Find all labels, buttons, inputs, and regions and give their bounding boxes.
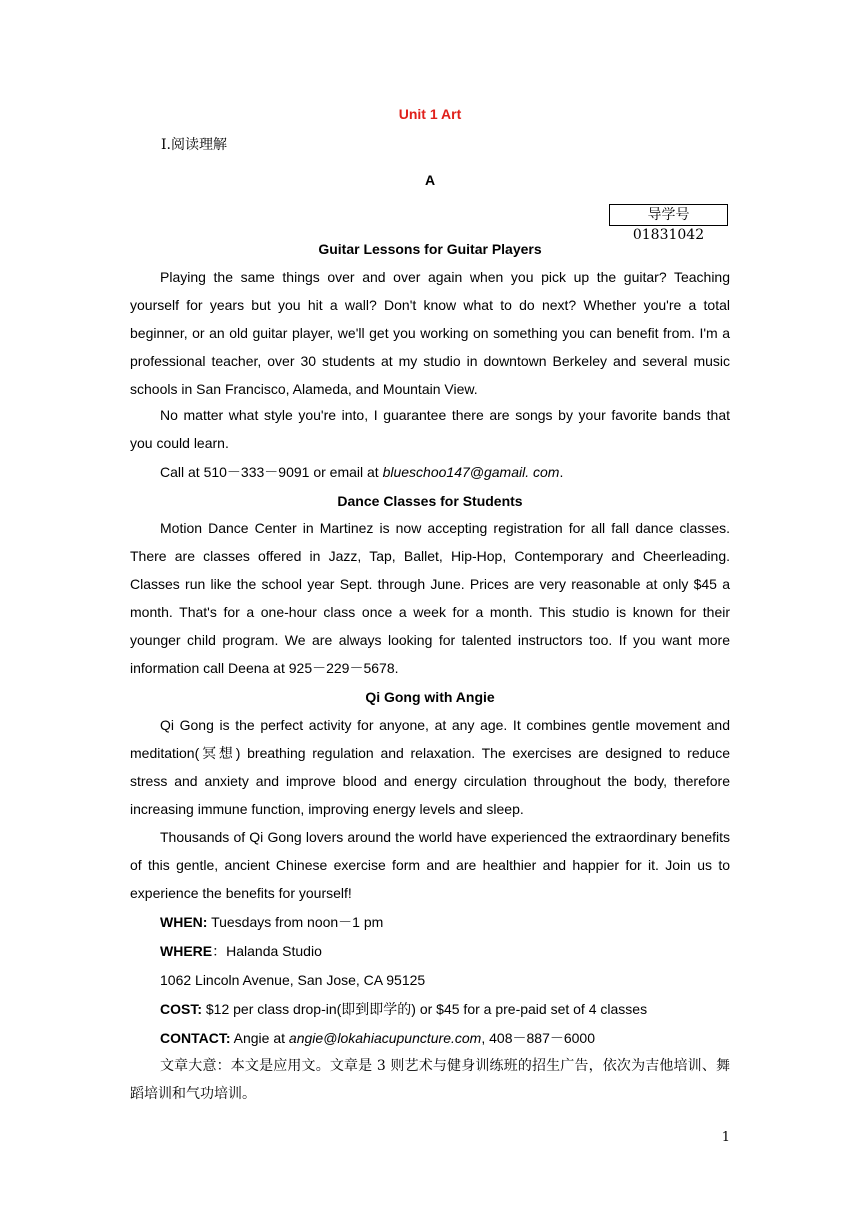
ad1-paragraph-2: No matter what style you're into, I guarantee there are songs by your favorite bands that you could learn. [130, 407, 730, 451]
guide-code-box: 导学号 01831042 [609, 204, 728, 226]
ad2-title: Dance Classes for Students [337, 493, 523, 509]
ad1-contact-line [130, 458, 730, 486]
ad3-contact-line [130, 1024, 730, 1052]
contact-phone: , 408－887－6000 [481, 1030, 595, 1046]
ad1-contact-text: Call at 510－333－9091 or email at [160, 464, 383, 480]
ad3-cost-line [130, 995, 730, 1023]
ad3-title: Qi Gong with Angie [365, 689, 495, 705]
section-heading: Ⅰ.阅读理解 [161, 137, 227, 153]
ad3-where-line [130, 937, 730, 965]
summary-paragraph: 文章大意：本文是应用文。文章是 3 则艺术与健身训练班的招生广告，依次为吉他培训、舞蹈培训和气功培训。 [130, 1058, 730, 1102]
ad1-paragraph-1: Playing the same things over and over again when you pick up the guitar? Teaching yourself for years but you hit a wall? Don't know what to do next? Whether you're a total beginner, or an old guitar player, we'll get you working on something you can benefit from. I'm a professional teacher, over 30 students at my studio in downtown Berkeley and several music schools in San Francisco, Alameda, and Mountain View. [130, 269, 730, 397]
ad3-address: 1062 Lincoln Avenue, San Jose, CA 95125 [160, 972, 426, 988]
when-label: WHEN: [160, 914, 208, 930]
when-value: Tuesdays from noon－1 pm [207, 914, 384, 930]
page-number: 1 [721, 1130, 730, 1145]
where-label: WHERE [160, 943, 213, 959]
cost-label: COST: [160, 1001, 202, 1017]
contact-label: CONTACT: [160, 1030, 231, 1046]
passage-label: A [424, 172, 436, 188]
ad3-paragraph-1: Qi Gong is the perfect activity for anyone, at any age. It combines gentle movement and meditation(冥想) breathing regulation and relaxation. The exercises are designed to reduce stress and anxiety and improve blood and energy circulation throughout the body, therefore increasing immune function, improving energy levels and sleep. [130, 717, 730, 817]
contact-email[interactable]: angie@lokahiacupuncture.com [288, 1030, 482, 1046]
ad3-paragraph-2: Thousands of Qi Gong lovers around the world have experienced the extraordinary benefits of this gentle, ancient Chinese exercise form and are healthier and happier for it. Join us to experience the benefits for yourself! [130, 829, 730, 901]
unit-title: Unit 1 Art [398, 106, 462, 122]
ad1-title: Guitar Lessons for Guitar Players [318, 241, 542, 257]
ad2-paragraph-1: Motion Dance Center in Martinez is now accepting registration for all fall dance classes. There are classes offered in Jazz, Tap, Ballet, Hip-Hop, Contemporary and Cheerleading. Classes run like the school year Sept. through June. Prices are very reasonable at only $45 a month. That's for a one-hour class once a week for a month. This studio is known for their younger child program. We are always looking for talented instructors too. If you want more information call Deena at 925－229－5678. [130, 520, 730, 676]
ad1-contact-period: . [559, 464, 564, 480]
cost-value: $12 per class drop-in(即到即学的) or $45 for a pre-paid set of 4 classes [202, 1001, 648, 1017]
where-value: ：Halanda Studio [212, 943, 322, 959]
contact-prefix: Angie at [230, 1030, 289, 1046]
ad3-when-line [130, 908, 730, 936]
ad1-email[interactable]: blueschoo147@gamail. com [382, 464, 560, 480]
